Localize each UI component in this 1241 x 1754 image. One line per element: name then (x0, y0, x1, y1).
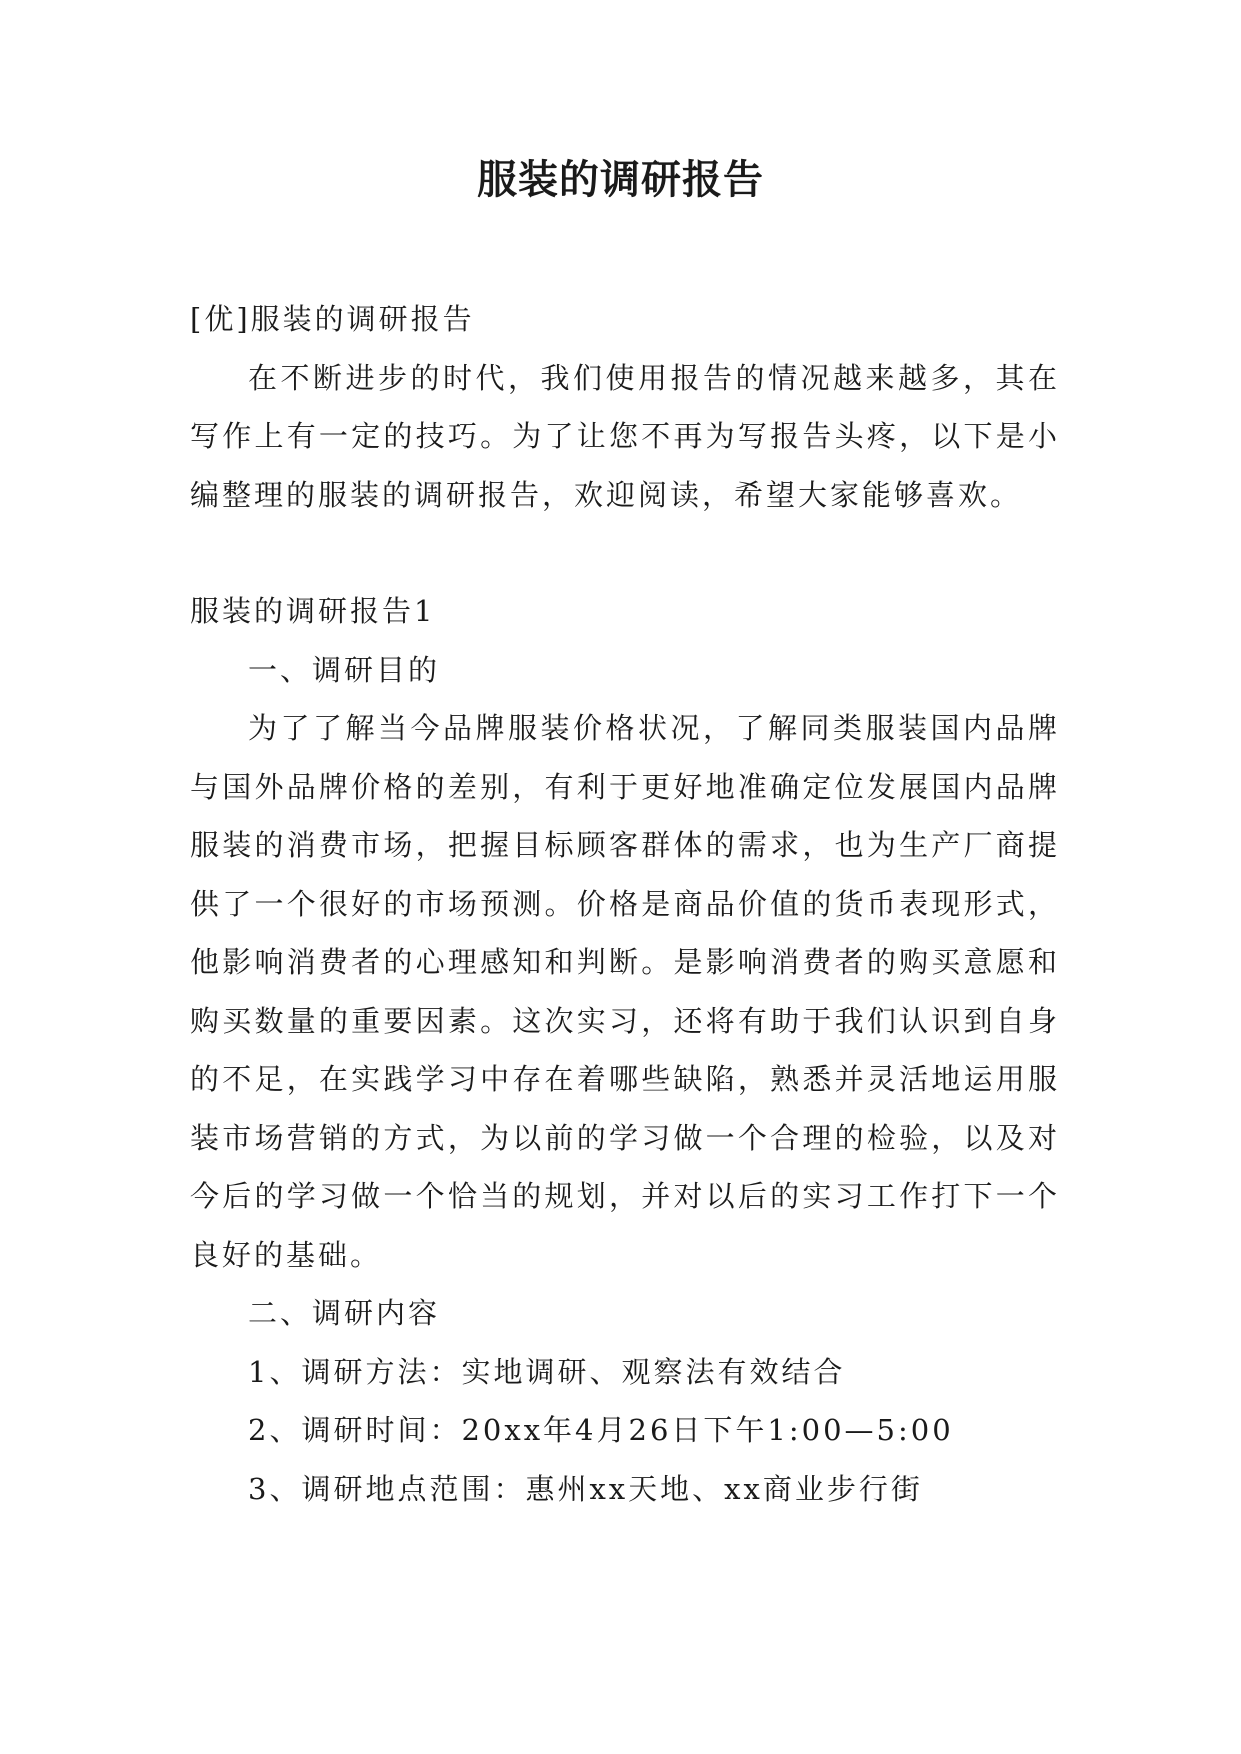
document-body (190, 290, 1060, 1518)
list-item-method: 1、调研方法：实地调研、观察法有效结合 (248, 1354, 846, 1389)
purpose-paragraph: 为了了解当今品牌服装价格状况，了解同类服装国内品牌与国外品牌价格的差别，有利于更好地准确定位发展国内品牌服装的消费市场，把握目标顾客群体的需求，也为生产厂商提供了一个很好的市场预测。价格是商品价值的货币表现形式，他影响消费者的心理感知和判断。是影响消费者的购买意愿和购买数量的重要因素。这次实习，还将有助于我们认识到自身的不足，在实践学习中存在着哪些缺陷，熟悉并灵活地运用服装市场营销的方式，为以前的学习做一个合理的检验，以及对今后的学习做一个恰当的规划，并对以后的实习工作打下一个良好的基础。 (190, 711, 1060, 1272)
paragraph-gap (190, 524, 1060, 582)
document-title: 服装的调研报告 (477, 156, 764, 203)
heading-content: 二、调研内容 (248, 1296, 441, 1330)
intro-paragraph: 在不断进步的时代，我们使用报告的情况越来越多，其在写作上有一定的技巧。为了让您不再为写报告头疼，以下是小编整理的服装的调研报告，欢迎阅读，希望大家能够喜欢。 (190, 360, 1060, 512)
list-item-time: 2、调研时间：20xx年4月26日下午1:00—5:00 (248, 1413, 954, 1447)
document-subtitle: [优]服装的调研报告 (190, 302, 475, 336)
heading-purpose: 一、调研目的 (248, 652, 441, 687)
section-title: 服装的调研报告1 (190, 594, 436, 628)
list-item-location: 3、调研地点范围：惠州xx天地、xx商业步行街 (248, 1471, 923, 1506)
